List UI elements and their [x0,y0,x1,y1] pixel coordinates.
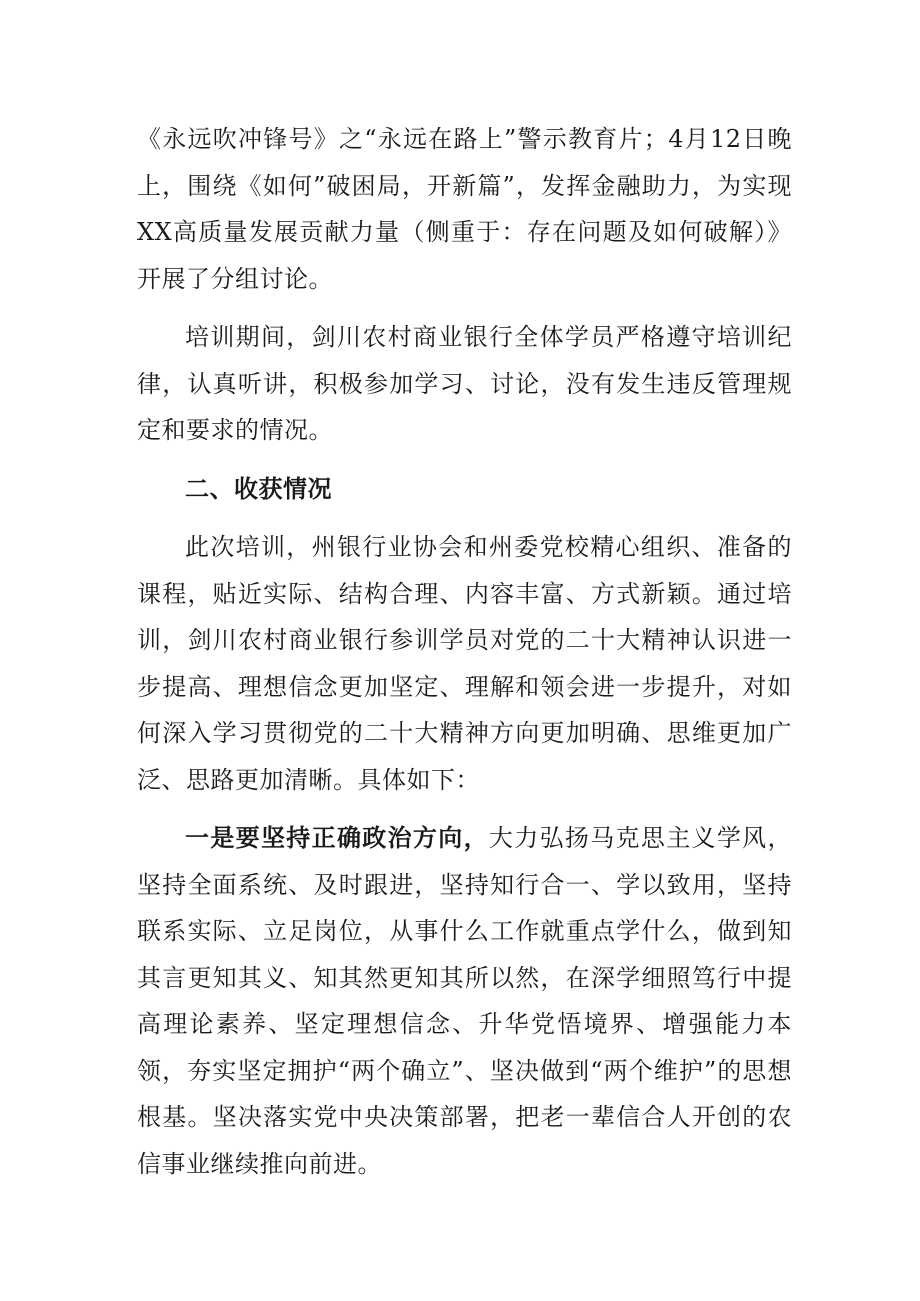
section-heading-gains: 二、收获情况 [185,474,332,503]
paragraph-training-discipline: 培训期间，剑川农村商业银行全体学员严格遵守培训纪律，认真听讲，积极参加学习、讨论，没有发生违反管理规定和要求的情况。 [137,323,792,444]
paragraph-body-text: 大力弘扬马克思主义学风，坚持全面系统、及时跟进，坚持知行合一、学以致用，坚持联系实际、立足岗位，从事什么工作就重点学什么，做到知其言更知其义、知其然更知其所以然，在深学细照笃行中提高理论素养、坚定理想信念、升华党悟境界、增强能力本领，夯实坚定拥护“两个确立”、坚决做到“两个维护”的思想根基。坚决落实党中央决策部署，把老一辈信合人开创的农信事业继续推向前进。 [137,824,793,1178]
paragraph-political-direction [137,815,792,1187]
paragraph-warning-education: 《永远吹冲锋号》之“永远在路上”警示教育片；4月12日晚上，围绕《如何”破困局，开新篇”，发挥金融助力，为实现XX高质量发展贡献力量（侧重于：存在问题及如何破解）》开展了分组讨论。 [137,125,792,293]
paragraph-lead-bold: 一是要坚持正确政治方向， [185,824,489,852]
document-body [137,116,792,1199]
paragraph-training-summary: 此次培训，州银行业协会和州委党校精心组织、准备的课程，贴近实际、结构合理、内容丰富、方式新颖。通过培训，剑川农村商业银行参训学员对党的二十大精神认识进一步提高、理想信念更加坚定、理解和领会进一步提升，对如何深入学习贯彻党的二十大精神方向更加明确、思维更加广泛、思路更加清晰。具体如下： [137,533,792,794]
